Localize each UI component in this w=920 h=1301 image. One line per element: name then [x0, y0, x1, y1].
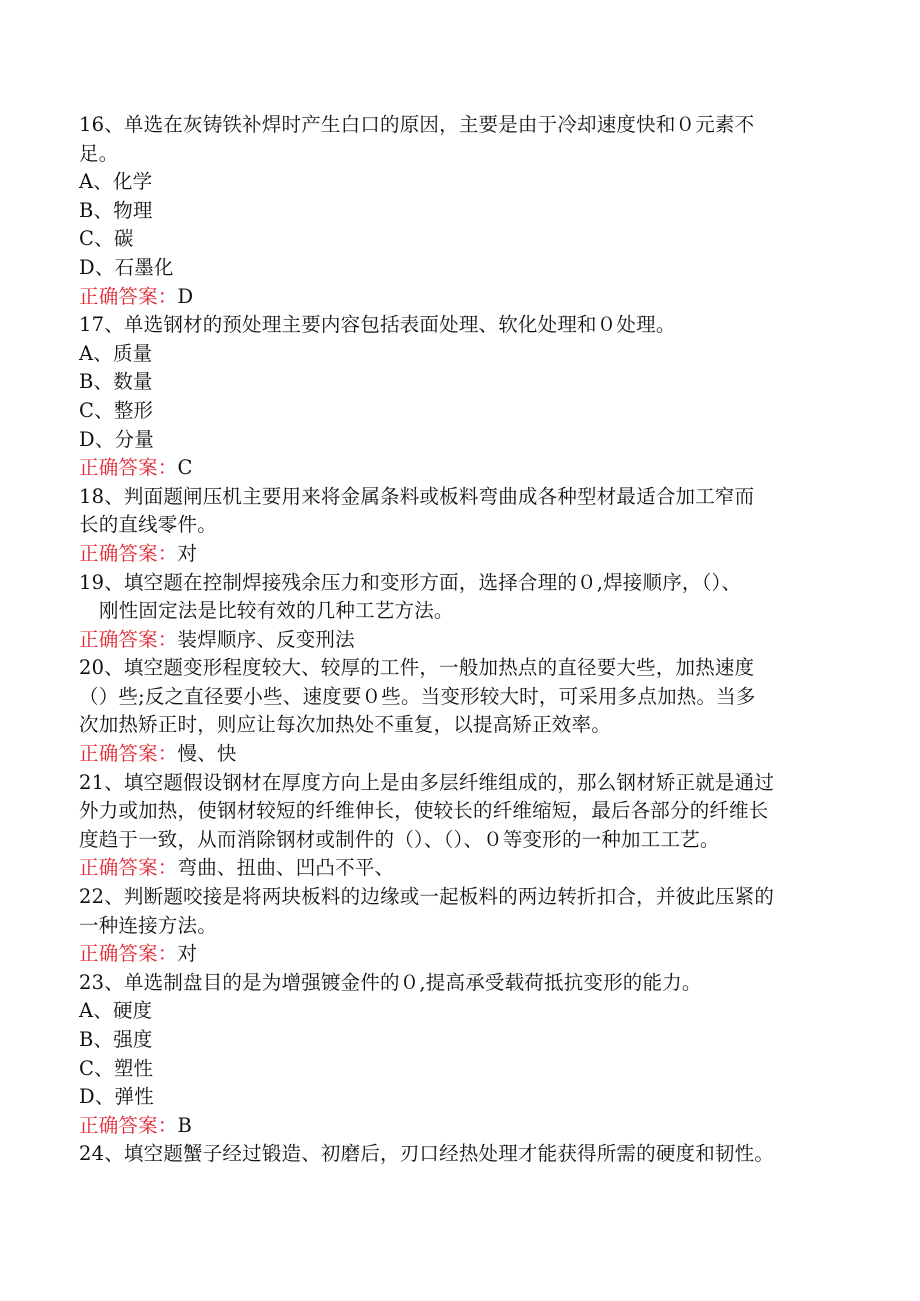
question-19-line-2: 刚性固定法是比较有效的几种工艺方法。 — [99, 599, 454, 623]
answer-value: 装焊顺序、反变刑法 — [177, 627, 355, 651]
question-16-option-b: B、物理 — [79, 198, 153, 222]
question-20-line-2: （）些;反之直径要小些、速度要０些。当变形较大时，可采用多点加热。当多 — [79, 684, 756, 708]
question-20-line-3: 次加热矫正时，则应让每次加热处不重复，以提高矫正效率。 — [79, 713, 611, 737]
answer-value: D — [177, 284, 194, 308]
question-23-option-b: B、强度 — [79, 1028, 153, 1051]
question-18-line-2: 长的直线零件。 — [79, 513, 217, 537]
question-document — [79, 111, 849, 1169]
answer-label: 正确答案： — [79, 742, 178, 766]
question-17-option-b: B、数量 — [79, 370, 153, 394]
question-17-option-c: C、整形 — [79, 398, 154, 422]
answer-value: C — [177, 456, 193, 480]
question-16-option-c: C、碳 — [79, 227, 134, 251]
question-16-option-a: A、化学 — [79, 170, 153, 194]
question-22-line-2: 一种连接方法。 — [79, 913, 217, 937]
answer-value: 对 — [177, 942, 198, 966]
question-20-line-1: 20、填空题变形程度较大、较厚的工件，一般加热点的直径要大些，加热速度 — [79, 656, 755, 680]
question-23-line-1: 23、单选制盘目的是为增强镀金件的０,提高承受载荷抵抗变形的能力。 — [79, 970, 702, 994]
question-19-answer — [79, 626, 849, 655]
question-23-option-c: C、塑性 — [79, 1056, 154, 1080]
question-23-option-d: D、弹性 — [79, 1085, 154, 1109]
answer-label: 正确答案： — [79, 942, 178, 966]
question-21-line-3: 度趋于一致，从而消除钢材或制件的（）、（）、０等变形的一种加工工艺。 — [79, 827, 720, 851]
question-16-line-2: 足。 — [79, 141, 119, 165]
answer-value: 弯曲、扭曲、凹凸不平、 — [177, 856, 395, 880]
question-23-answer — [79, 1112, 849, 1141]
question-21-answer — [79, 854, 849, 883]
question-21-line-1: 21、填空题假设钢材在厚度方向上是由多层纤维组成的，那么钢材矫正就是通过 — [79, 770, 775, 794]
answer-label: 正确答案： — [79, 284, 178, 308]
question-17-option-a: A、质量 — [79, 341, 153, 365]
answer-label: 正确答案： — [79, 1113, 178, 1137]
question-18-answer — [79, 540, 849, 569]
question-23-option-a: A、硬度 — [79, 999, 153, 1023]
question-16-option-d: D、石墨化 — [79, 255, 174, 279]
question-22-answer — [79, 940, 849, 969]
question-20-answer — [79, 740, 849, 769]
question-16-answer — [79, 283, 849, 312]
question-17-answer — [79, 454, 849, 483]
question-18-line-1: 18、判面题闸压机主要用来将金属条料或板料弯曲成各种型材最适合加工窄而 — [79, 484, 755, 508]
question-16-line-1: 16、单选在灰铸铁补焊时产生白口的原因，主要是由于冷却速度快和０元素不 — [79, 113, 755, 136]
question-24-line-1: 24、填空题蟹子经过锻造、初磨后，刃口经热处理才能获得所需的硬度和韧性。 — [79, 1142, 775, 1166]
question-22-line-1: 22、判断题咬接是将两块板料的边缘或一起板料的两边转折扣合，并彼此压紧的 — [79, 885, 775, 909]
answer-value: 对 — [177, 541, 198, 565]
answer-label: 正确答案： — [79, 456, 178, 480]
answer-label: 正确答案： — [79, 541, 178, 565]
answer-value: B — [177, 1113, 193, 1137]
question-17-option-d: D、分量 — [79, 427, 154, 451]
question-17-line-1: 17、单选钢材的预处理主要内容包括表面处理、软化处理和０处理。 — [79, 313, 676, 337]
question-19-line-1: 19、填空题在控制焊接残余压力和变形方面，选择合理的０,焊接顺序，（）、 — [79, 570, 742, 594]
question-21-line-2: 外力或加热，使钢材较短的纤维伸长，使较长的纤维缩短，最后各部分的纤维长 — [79, 799, 769, 823]
answer-label: 正确答案： — [79, 627, 178, 651]
answer-value: 慢、快 — [177, 742, 237, 766]
answer-label: 正确答案： — [79, 856, 178, 880]
